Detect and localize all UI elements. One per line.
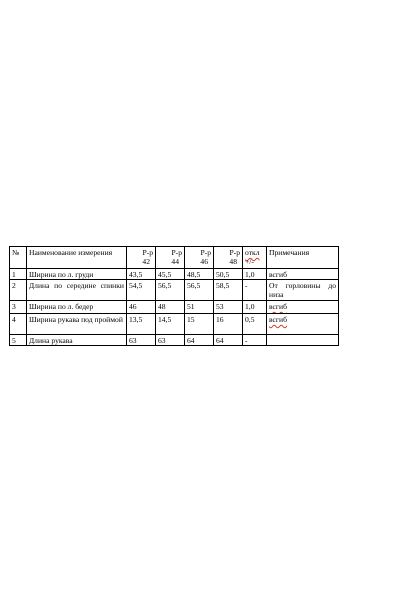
row-note: [267, 269, 339, 280]
row-value-48: 64: [214, 335, 243, 346]
row-number: 3: [10, 301, 27, 314]
row-value-46: 48,5: [185, 269, 214, 280]
row-deviation: 1,0: [243, 301, 267, 314]
header-notes: Примечания: [267, 247, 339, 269]
row-value-48: 58,5: [214, 280, 243, 301]
header-deviation: [243, 247, 267, 269]
table-row: [10, 301, 339, 314]
row-value-48: 53: [214, 301, 243, 314]
row-value-44: 63: [156, 335, 185, 346]
size-value: 42: [142, 257, 150, 266]
header-size-44: [156, 247, 185, 269]
row-value-42: 46: [127, 301, 156, 314]
header-number: №: [10, 247, 27, 269]
row-deviation: -: [243, 280, 267, 301]
header-size-48: [214, 247, 243, 269]
row-value-42: 63: [127, 335, 156, 346]
row-measurement-name: Ширина по л. бедер: [27, 301, 127, 314]
row-note: [267, 301, 339, 314]
size-prefix: Р-р: [142, 248, 153, 257]
size-prefix: Р-р: [171, 248, 182, 257]
row-note: [267, 314, 339, 335]
row-note: [267, 335, 339, 346]
row-measurement-name: Длина рукава: [27, 335, 127, 346]
row-deviation: 0,5: [243, 314, 267, 335]
row-measurement-name: Длина по середине спинки: [27, 280, 127, 301]
table-row: [10, 314, 339, 335]
row-measurement-name: Ширина рукава под проймой: [27, 314, 127, 335]
note-text: всгиб: [269, 270, 287, 279]
table-header-row: [10, 247, 339, 269]
row-number: 2: [10, 280, 27, 301]
header-size-42: [127, 247, 156, 269]
row-value-42: 43,5: [127, 269, 156, 280]
row-deviation: -: [243, 335, 267, 346]
row-note: От горловины до низа: [267, 280, 339, 301]
deviation-sign: +/-: [245, 257, 254, 266]
row-value-48: 50,5: [214, 269, 243, 280]
row-value-44: 45,5: [156, 269, 185, 280]
note-text: всгиб: [269, 315, 287, 324]
size-value: 44: [171, 257, 179, 266]
row-value-42: 54,5: [127, 280, 156, 301]
size-value: 46: [200, 257, 208, 266]
row-value-44: 48: [156, 301, 185, 314]
size-prefix: Р-р: [229, 248, 240, 257]
note-text: всгиб: [269, 302, 287, 311]
row-number: 1: [10, 269, 27, 280]
deviation-label: откл: [245, 248, 260, 257]
header-measurement-name: Наименование измерения: [27, 247, 127, 269]
row-deviation: 1,0: [243, 269, 267, 280]
row-value-46: 15: [185, 314, 214, 335]
table-row: [10, 269, 339, 280]
row-number: 5: [10, 335, 27, 346]
row-value-46: 64: [185, 335, 214, 346]
header-size-46: [185, 247, 214, 269]
table-row: [10, 335, 339, 346]
row-number: 4: [10, 314, 27, 335]
row-value-46: 51: [185, 301, 214, 314]
row-value-46: 56,5: [185, 280, 214, 301]
row-value-42: 13,5: [127, 314, 156, 335]
measurement-table: [9, 246, 339, 346]
row-measurement-name: Ширина по л. груди: [27, 269, 127, 280]
table-row: [10, 280, 339, 301]
size-prefix: Р-р: [200, 248, 211, 257]
size-value: 48: [229, 257, 237, 266]
row-value-44: 56,5: [156, 280, 185, 301]
row-value-44: 14,5: [156, 314, 185, 335]
row-value-48: 16: [214, 314, 243, 335]
